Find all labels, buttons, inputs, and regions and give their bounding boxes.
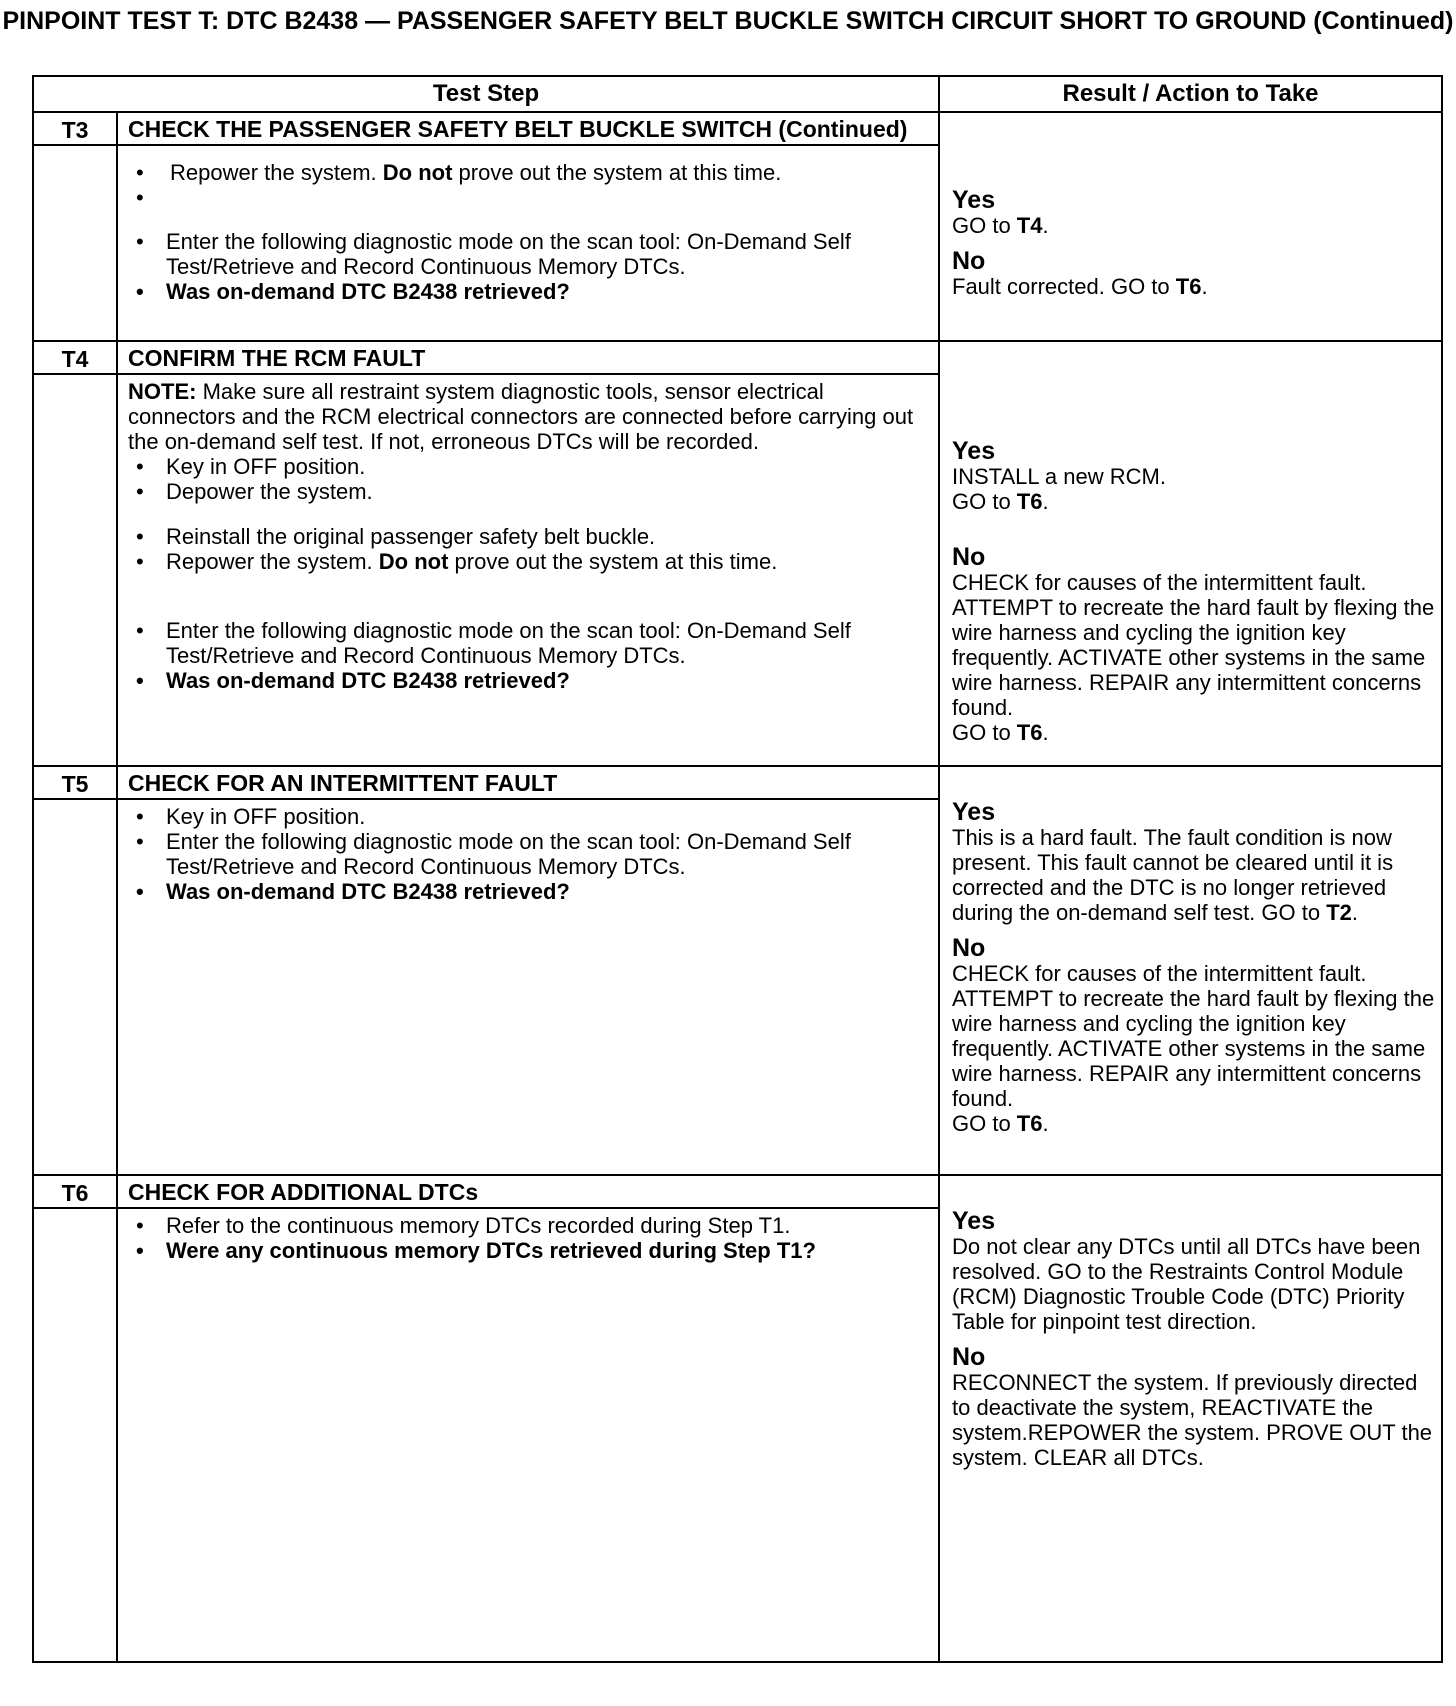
step-t6-header-row [33, 1175, 1442, 1208]
note: NOTE: Make sure all restraint system diagnostic tools, sensor electrical connectors and the RCM electrical connectors are connected before carrying out the on-demand self test. If not, erroneous DTCs will be recorded. [128, 379, 914, 454]
result-no-text: CHECK for causes of the intermittent fault. ATTEMPT to recreate the hard fault by flexing the wire harness and cycling the ignition key frequently. ACTIVATE other systems in the same wire harness. REPAIR any intermittent concerns found. [952, 961, 1435, 1111]
instruction-item: • Repower the system. Do not prove out the system at this time. [166, 549, 928, 574]
instruction-item: • Repower the system. Do not prove out the system at this time. [166, 160, 928, 185]
instruction-item: • Reinstall the original passenger safety belt buckle. [166, 524, 928, 549]
step-title: CONFIRM THE RCM FAULT [117, 341, 939, 374]
result-no-goto: GO to T6. [952, 1111, 1049, 1136]
result-no-goto: GO to T6. [952, 720, 1049, 745]
result-yes-label: Yes [952, 1207, 996, 1235]
instruction-item: • Key in OFF position. [166, 804, 928, 829]
result-yes-text: GO to T4. [952, 213, 1049, 238]
step-number: T6 [33, 1175, 117, 1208]
page-title: PINPOINT TEST T: DTC B2438 — PASSENGER SAFETY BELT BUCKLE SWITCH CIRCUIT SHORT TO GROUND (Continued) [2, 7, 1454, 35]
result-no-text: CHECK for causes of the intermittent fault. ATTEMPT to recreate the hard fault by flexing the wire harness and cycling the ignition key frequently. ACTIVATE other systems in the same wire harness. REPAIR any intermittent concerns found. [952, 570, 1435, 720]
result-yes-label: Yes [952, 437, 996, 465]
instruction-item: • Enter the following diagnostic mode on the scan tool: On-Demand Self Test/Retrieve and Record Continuous Memory DTCs. [166, 229, 928, 279]
instruction-item: • Depower the system. [166, 479, 928, 504]
result-no-label: No [952, 1343, 986, 1371]
table-header-row [33, 76, 1442, 112]
instruction-item: • Refer to the continuous memory DTCs recorded during Step T1. [166, 1213, 928, 1238]
step-t3-instructions [117, 145, 939, 341]
step-t4-instructions [117, 374, 939, 766]
spacer [166, 185, 928, 209]
result-yes-label: Yes [952, 186, 996, 214]
step-number: T4 [33, 341, 117, 374]
instruction-question: • Was on-demand DTC B2438 retrieved? [166, 879, 928, 904]
step-t3-header-row [33, 112, 1442, 145]
result-no-label: No [952, 934, 986, 962]
step-number-blank [33, 374, 117, 766]
instruction-question: • Was on-demand DTC B2438 retrieved? [166, 279, 928, 304]
instruction-item: • Enter the following diagnostic mode on the scan tool: On-Demand Self Test/Retrieve and Record Continuous Memory DTCs. [166, 618, 928, 668]
instruction-item: • Key in OFF position. [166, 454, 928, 479]
step-t5-header-row [33, 766, 1442, 799]
step-number-blank [33, 799, 117, 1175]
column-header-result: Result / Action to Take [939, 76, 1442, 112]
step-t6-result [939, 1175, 1442, 1662]
step-number: T5 [33, 766, 117, 799]
step-t3-result [939, 112, 1442, 341]
result-no-text: RECONNECT the system. If previously directed to deactivate the system, REACTIVATE the system.REPOWER the system. PROVE OUT the system. CLEAR all DTCs. [952, 1370, 1433, 1470]
step-t5-instructions [117, 799, 939, 1175]
step-title: CHECK FOR ADDITIONAL DTCs [117, 1175, 939, 1208]
result-yes-label: Yes [952, 798, 996, 826]
result-yes-text: This is a hard fault. The fault condition is now present. This fault cannot be cleared until it is corrected and the DTC is no longer retrieved during the on-demand self test. GO to T2. [952, 825, 1394, 925]
instruction-question: • Was on-demand DTC B2438 retrieved? [166, 668, 928, 693]
result-no-label: No [952, 543, 986, 571]
instruction-question: • Were any continuous memory DTCs retrieved during Step T1? [166, 1238, 928, 1263]
result-yes-text: INSTALL a new RCM. [952, 464, 1166, 489]
step-t4-header-row [33, 341, 1442, 374]
result-yes-goto: GO to T6. [952, 489, 1049, 514]
column-header-test-step: Test Step [33, 76, 939, 112]
instruction-item: • Enter the following diagnostic mode on the scan tool: On-Demand Self Test/Retrieve and Record Continuous Memory DTCs. [166, 829, 928, 879]
step-number-blank [33, 145, 117, 341]
step-t5-result [939, 766, 1442, 1175]
pinpoint-test-table [32, 75, 1443, 1663]
result-no-text: Fault corrected. GO to T6. [952, 274, 1208, 299]
step-title: CHECK THE PASSENGER SAFETY BELT BUCKLE SWITCH (Continued) [117, 112, 939, 145]
step-t4-result [939, 341, 1442, 766]
result-no-label: No [952, 247, 986, 275]
result-yes-text: Do not clear any DTCs until all DTCs have been resolved. GO to the Restraints Control Module (RCM) Diagnostic Trouble Code (DTC) Priority Table for pinpoint test direction. [952, 1234, 1421, 1334]
step-number-blank [33, 1208, 117, 1662]
step-number: T3 [33, 112, 117, 145]
step-title: CHECK FOR AN INTERMITTENT FAULT [117, 766, 939, 799]
step-t6-instructions [117, 1208, 939, 1662]
